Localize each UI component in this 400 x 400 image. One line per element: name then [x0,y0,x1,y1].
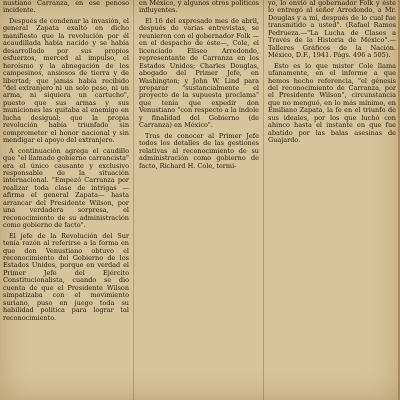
paragraph: El jefe de la Revolución del Sur tenía razón al referirse a la forma en que don Venustiano obtuvo el reconocimiento del Gobierno de los Estados Unidos, porque en verdad el Primer Jefe del Ejército Constitucionalista, cuando se dio cuenta de que el Presidente Wilson simpatizaba con el movimiento suriano, puso en juego toda su habilidad política para lograr tal reconocimiento. [3,231,129,322]
article-column-2 [139,0,259,400]
paragraph: Esto es lo que mister Cole llama ufanamente, en el informe a que hemos hecho referencia, "el génesis del reconocimiento de Carranza, por el Presidente Wilson", circunstancia que no menguó, en lo más mínimo, en Emiliano Zapata, la fe en el triunfo de sus ideales, por los que luchó con ahinco hasta el instante en que fue abatido por las balas asesinas de Guajardo. [268,61,396,145]
article-column-1 [3,0,129,400]
paragraph: El 16 del expresado mes de abril, después de varias entrevistas, se reunieron con el gobernador Folk —en el despacho de éste—, Cole, el licenciado Eliseo Arredondo, representante de Carranza en los Estados Unidos; Charles Douglas, abogado del Primer Jefe, en Washington; y John W. Lind para preparar "sustancialmente el proyecto de la supuesta proclama" que tenía que expedir don Venustiano "con respecto a la índole y finalidad del Gobierno (de Carranza) en México". [139,16,259,130]
paragraph: yo, lo envió al gobernador Folk y éste lo entregó al señor Arredondo, a Mr. Douglas y a mí, después de lo cual fue transmitido a usted". (Rafael Ramos Pedrueza.—"La Lucha de Clases a Través de la Historia de México".—Talleres Gráficos de la Nación. México, D.F., 1941. Págs. 496 a 505). [268,0,396,60]
paragraph: en México, y algunos otros políticos influyentes. [139,0,259,15]
column-divider [133,0,134,400]
paragraph: nustiano Carranza, en ese penoso incidente. [3,0,129,15]
paragraph: Tras de conocer al Primer Jefe todos los detalles de las gestiones relativas al reconocimiento de su administración como gobierno de facto, Richard H. Cole, termi- [139,131,259,170]
article-column-3 [268,0,396,400]
column-divider [263,0,264,400]
paragraph: Después de condenar la invasión, el general Zapata exaltó en dicho manifiesto que la revolución por él acaudillada había nacido y se había desarrollado por sus propios esfuerzos, merced al impulso, el heroísmo y la abnegación de los campesinos, ansiosos de tierra y de libertad; que jamás había recibido "del extranjero ni un solo peso, ni un arma, ni siquiera un cartucho", puesto que sus armas y sus municiones las quitaba al enemigo en lucha desigual; que la propia revolución había triunfado sin comprometer el honor nacional y sin mendigar el apoyo del extranjero. [3,16,129,145]
paragraph: A continuación agrega el caudillo que "el llamado gobierno carrancista" era el único causante y exclusivo responsable de la situación internacional. "Empezó Carranza por realizar toda clase de intrigas —afirma el general Zapata— hasta arrancar del Presidente Wilson, por una verdadera sorpresa, el reconocimiento de su administración como gobierno de facto". [3,146,129,230]
